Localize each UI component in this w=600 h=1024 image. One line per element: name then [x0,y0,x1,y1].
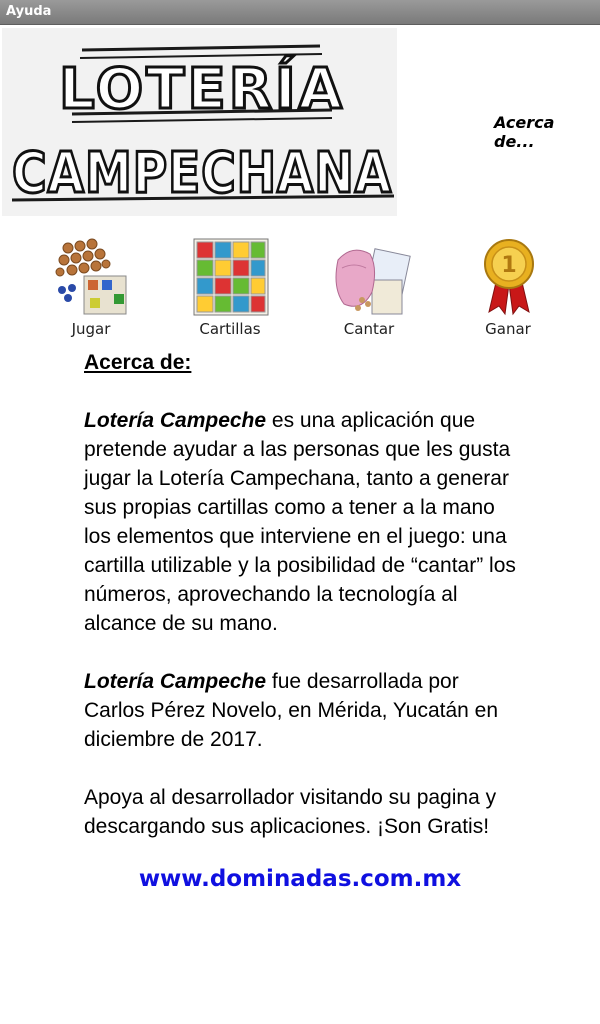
about-paragraph-3: Apoya al desarrollador visitando su pagina y descargando sus aplicaciones. ¡Son Gratis! [84,786,497,838]
nav-cantar[interactable] [314,238,424,338]
nav-ganar[interactable] [453,238,563,338]
about-link[interactable]: Acerca de... [494,113,555,151]
about-paragraph-1 [84,406,524,638]
about-paragraph-2 [84,667,524,754]
nav-cartillas-label: Cartillas [199,320,261,338]
about-paragraph-2-text: fue desarrollada por Carlos Pérez Novelo, en Mérida, Yucatán en diciembre de 2017. [84,670,499,751]
about-content [84,348,524,870]
medal-icon [471,238,547,316]
beans-cards-icon [54,238,130,316]
app-name-em: Lotería Campeche [84,409,267,432]
about-paragraph-1-text: es una aplicación que pretende ayudar a las personas que les gusta jugar la Lotería Campechana, tanto a generar sus propias cartillas como a tener a la mano los elementos que interviene en el juego: una cartilla utilizable y la posibilidad de “cantar” los números, aprovechando la tecnología al alcance de su mano. [84,409,516,635]
logo-line2: CAMPECHANA [12,141,392,206]
nav-cantar-label: Cantar [343,320,395,338]
nav-jugar-label: Jugar [71,320,111,338]
window-title: Ayuda [6,4,52,19]
svg-text:1: 1 [501,253,517,278]
cards-grid-icon [193,238,269,316]
nav-jugar[interactable] [36,238,146,338]
title-bar [0,0,600,25]
nav-cartillas[interactable] [175,238,285,338]
website-link[interactable]: www.dominadas.com.mx [138,866,462,892]
about-heading: Acerca de: [84,351,192,374]
app-name-em-2: Lotería Campeche [84,670,267,693]
app-logo [2,28,397,216]
nav-ganar-label: Ganar [485,320,531,338]
bag-cards-icon [332,238,408,316]
logo-line1: LOTERÍA [58,57,346,122]
